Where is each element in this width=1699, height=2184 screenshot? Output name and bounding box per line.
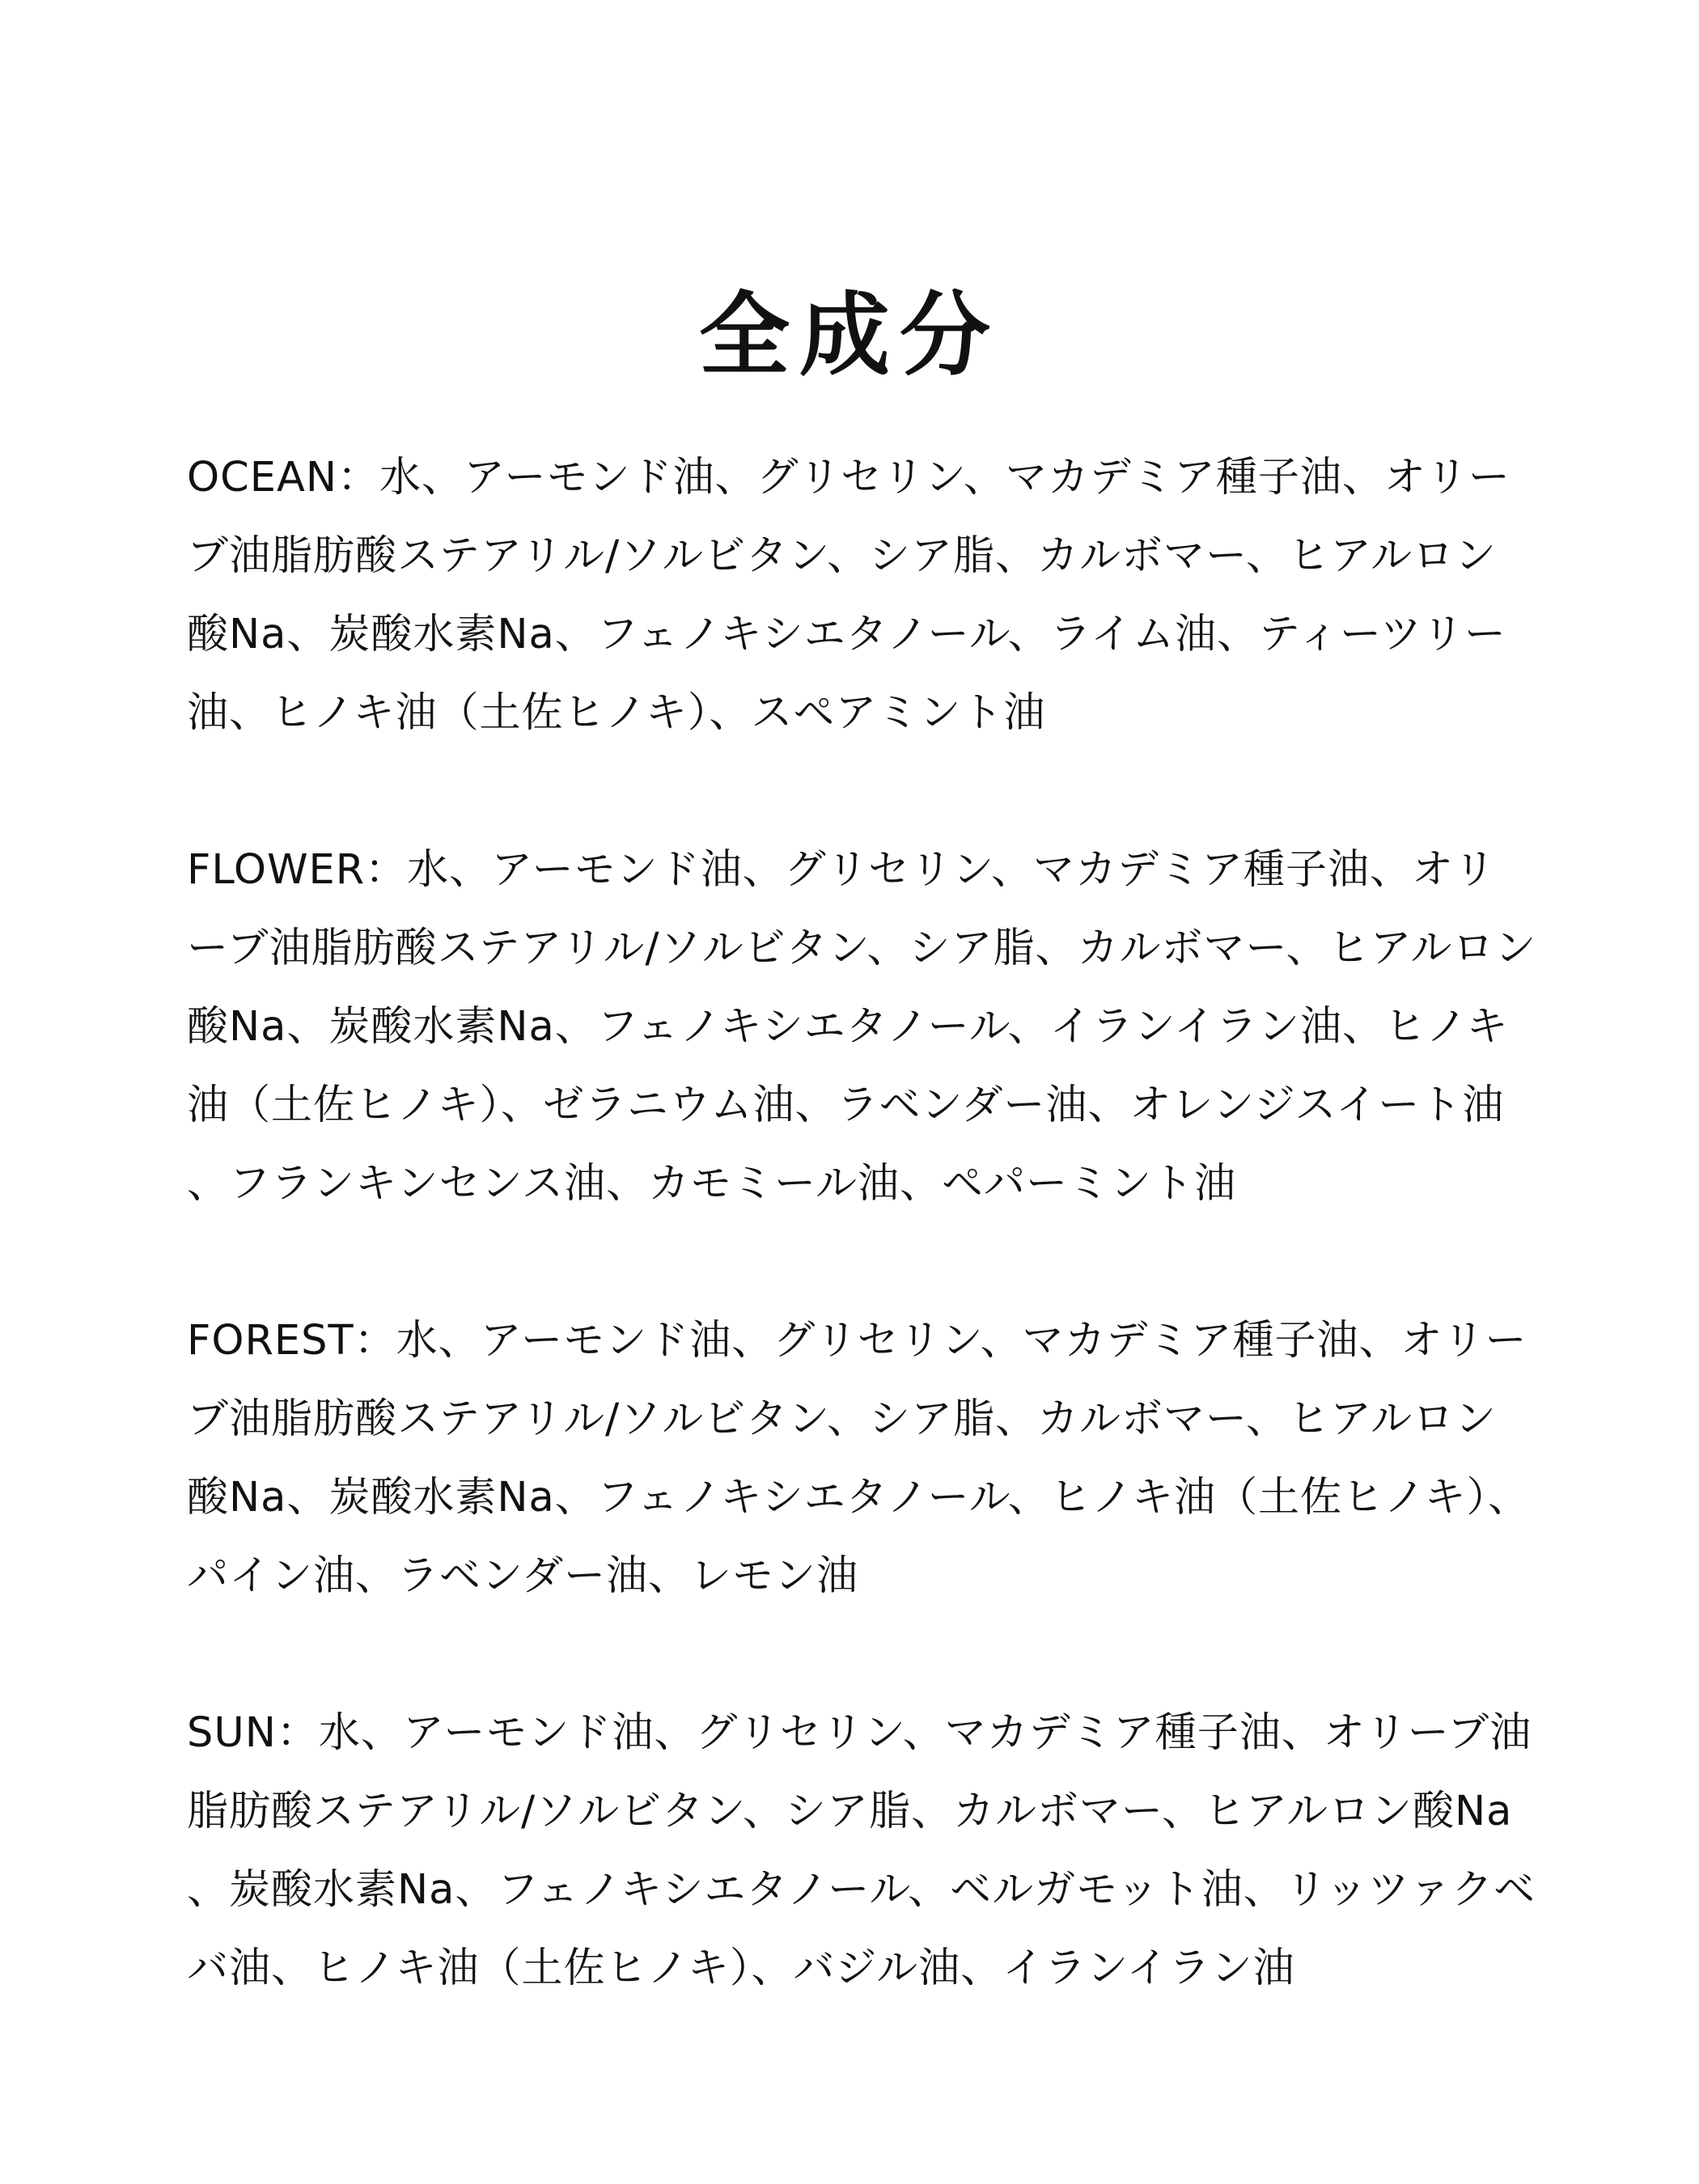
ocean-ingredients: OCEAN：水、アーモンド油、グリセリン、マカデミア種子油、オリーブ油脂肪酸ステアリル/ソルビタン、シア脂、カルボマー、ヒアルロン酸Na、炭酸水素Na、フェノキシエタノール、ライム油、ティーツリー油、ヒノキ油（土佐ヒノキ）、スペアミント油 — [187, 454, 1510, 737]
forest-ingredients: FOREST：水、アーモンド油、グリセリン、マカデミア種子油、オリーブ油脂肪酸ステアリル/ソルビタン、シア脂、カルボマー、ヒアルロン酸Na、炭酸水素Na、フェノキシエタノール、ヒノキ油（土佐ヒノキ）、パイン油、ラベンダー油、レモン油 — [187, 1317, 1530, 1600]
sun-ingredients: SUN：水、アーモンド油、グリセリン、マカデミア種子油、オリーブ油脂肪酸ステアリル/ソルビタン、シア脂、カルボマー、ヒアルロン酸Na、炭酸水素Na、フェノキシエタノール、ベルガモット油、リッツァクベバ油、ヒノキ油（土佐ヒノキ）、バジル油、イランイラン油 — [187, 1709, 1536, 1992]
page-title: 全成分 — [699, 283, 1000, 389]
flower-ingredients: FLOWER：水、アーモンド油、グリセリン、マカデミア種子油、オリーブ油脂肪酸ステアリル/ソルビタン、シア脂、カルボマー、ヒアルロン酸Na、炭酸水素Na、フェノキシエタノール、イランイラン油、ヒノキ油（土佐ヒノキ）、ゼラニウム油、ラベンダー油、オレンジスイート油、フランキンセンス油、カモミール油、ペパーミント油 — [187, 846, 1537, 1208]
ingredients-content — [187, 438, 1538, 2008]
